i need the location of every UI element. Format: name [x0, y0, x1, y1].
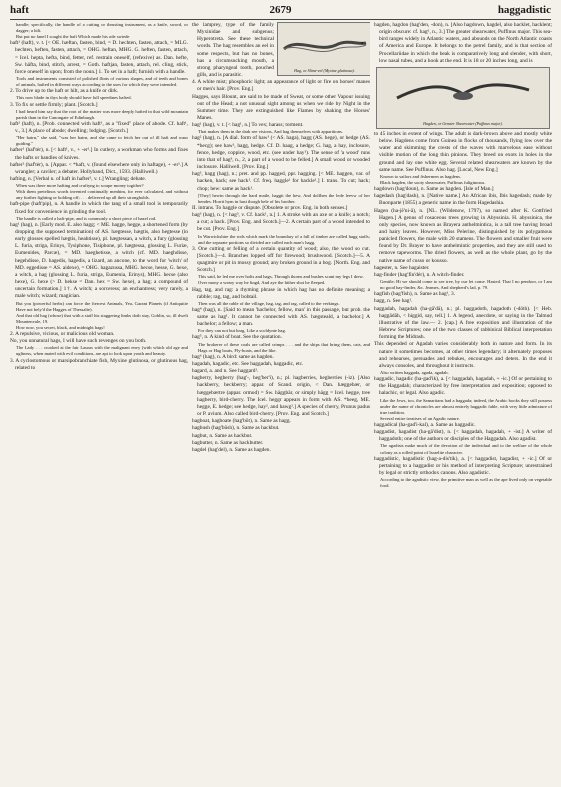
dictionary-entry: hag² (hag), n. [A dial. form of haw¹ (< AS. haga), hagg (AS. hege), or hedge (AS. *hecg); see haw¹, hagg, hedge. Cf. D. haag, a hedge; G. hag, a hay, inclosure, fence, hedge, coppice, wood, etc. (see under hay¹). The sense of 'a wood' runs into that of hag³, n., 2, a part of a wood to be felled.] A small wood or wooded inclosure. Halliwell. [Prov. Eng.]: [192, 135, 370, 171]
quotation: The agadists make much of the devotion of the individual and to the welfare of the whole colony as a rolled point of Israelite character.: [380, 443, 552, 455]
dictionary-entry: hafter¹ (haf'tėr), n. [< haft¹, v., + -er¹.] In cutlery, a workman who forms and fixes the hafts or handles of knives.: [10, 147, 188, 161]
quotation: Several entire treatises of an Agadic nature.: [380, 415, 460, 421]
quotation: The Lady . . . crooked at the fair Lauras with the malignant envy (with which old age and ugliness, when mated with evil conditions, are apt to look upon youth and beauty.: [16, 345, 188, 357]
figure-caption: Hag, or Slime-eel (Myxine glutinosa).: [294, 67, 355, 73]
dictionary-entry: hagester, n. See hagaister.: [374, 264, 430, 271]
dictionary-entry: hagdel (hag'del), n. Same as hagden.: [192, 446, 271, 453]
dictionary-entry: Hag, tag, and rag: a rhyming phrase in which hag has no definite meaning; a rabble; rag, tag, and bobtail.: [192, 286, 370, 300]
quotation: In Warwickshire the rods which mark the boundary of a fall of timber are called hagg staffs; and the separate portions so divided are called each man's hagg.: [198, 233, 370, 245]
dictionary-entry: haft² (haft), n. [Prob. connected with haft¹, as a "fixed" place of abode. Cf. haft¹, v., 3.] A place of abode; dwelling; lodging. [Scotch.]: [10, 120, 188, 134]
quotation: "Her bairn," she said, "was her bairn, and she came to fetch her out of ill haft and waur guiding.": [16, 135, 188, 147]
quotation: With them pretelinos words invented continually menhim, for ever calculated, and without any further fighting or holding off; . . . delivered up all their strongholds.: [16, 189, 188, 201]
dictionary-entry: This depended or Agadah varies considerably both in nature and form. In its nature it sometimes becomes, at other times legendary; it alternately proposes and rehearses, persuades and rebukes, encourages and deters. In the end it always consoles, and throughout it instructs.: [374, 341, 552, 369]
dictionary-entry: hagbutter, n. Same as hackbutter.: [192, 439, 264, 446]
dictionary-entry: to 45 inches in extent of wings. The adult is dark-brown above and mostly white below. Hagdens come from Guinea in flocks of thousands, flying low over the water and skimming the crests of the waves with marvelous ease without visible motion of the long thin pinions. They breed on exots in holes in the ground and lay one white egg. Several related shearwaters are known by the same name. See Puffinus. Also hag. [Local, New Eng.]: [374, 130, 552, 173]
dictionary-entry: haggadistic, hagadistic (hag-a-dis'tik), a. [< haggadist, hagadist, + -ic.] Of or pertaining to a haggadist or his method of interpreting Scripture; unrestrained by legal or strictly orthodox canons. Also agadistic.: [374, 455, 552, 476]
dictionary-entry: Hagges, says Blount, are said to be made of Sweat, or some other Vapour issuing out of the Head; a not unusual sight among us when we ride by Night in the Summer time. They are extinguished like Flames by shaking the Horses' Manes.: [192, 93, 370, 122]
dictionary-entry: haft-pipe (haft'pip), n. A handle in which the tang of a small tool is temporarily fixed for convenience in grinding the tool.: [10, 201, 188, 215]
quotation: Black hagden, the sooty shearwater, Puffinus fuliginosus.: [380, 179, 486, 185]
header-rule: [10, 19, 551, 20]
quotation: Tools and instruments consisted of polished flints of various shapes, and of teeth and bones of animals, hafted in different ways according to the uses for which they were intended.: [16, 76, 188, 88]
quotation: Gentile; Hi we should come to see tree, by our let come. Hasted. That I no pendoor, or I am no good hay-finder, &c. Jeames, And shepherd's lad, p. 79.: [380, 279, 552, 291]
dictionary-entry: haft¹ (haft), v. t. [< OE. hæftan, fasten, bind, = D. hechten, fasten, attach, = MLG. hechten, heften, fasten, attach, = OHG. heftan, MHG. G. heften, fasten, attach, = Icel. hepta, hefta, bind, fetter, ref. restrain oneself, (refexive) as. Dan. hefte, Sw. häfta, bind, stitch, arrest, = Goth. haftjan, fasten, attach, rel. cling, stick, force oneself in upon; from the noun.] 1. To set in a haft; furnish with a handle.: [10, 40, 188, 75]
dictionary-entry: hagedash (hag'dash), n. [Native name.] An African ibis, Ibis hagedash; made by Buonparte (1855) a generic name in the form Hagedashia.: [374, 193, 552, 207]
page-number: 2679: [269, 4, 292, 16]
dictionary-entry: hag⁶ (hag), n. A bird: same as hagden.: [192, 353, 274, 360]
dictionary-entry: 3. To fix or settle firmly; plant. [Scotch.]: [10, 101, 98, 108]
head-right-word: haggadistic: [497, 4, 551, 16]
quotation: And that old hag (whose) that with a staff his staggering limbs doth stay, Goblin, so, ill dwelt Mountenvale, 19.: [16, 312, 188, 324]
quotation: Over mony a weary way he lingd, And aye the hither shot he fleeped.: [198, 280, 326, 286]
quotation: Then was all the rable of the village, hag, tag, and rag, called to the verkings.: [198, 300, 340, 306]
dictionary-entry: hagden, hagdon (hag'den, -don), n. [Also hagdown, hagdel, also hacklet, hacklent; origin obscure: cf. hag⁶, n., 3.] The greater shearwater, Puffinus major. This sea-bird ranges widely in Atlantic waters, and abounds on the North Atlantic coasts of America and Europe. It belongs to the petrel family, and is that section of Procellariidae in which the beak is comparatively long and slender, with short, low nasal tubes, and a hook at the end. It is 18 or 20 inches long, and is: [374, 22, 552, 64]
dictionary-entry: haggadist, hagadist (ha-gā'dist), n. [< haggadah, hagadah, + -ist.] A writer of haggadoth; one of the authors or disciples of the Haggadah. Also agadist.: [374, 429, 552, 443]
quotation: I had heard him say that the root of the matter was more deeply hafted in that wild mountain parish than in the Canongate of Edinburgh.: [16, 108, 188, 120]
dictionary-entry: hagadah, hagadic, etc. See haggadah, haggadic, etc.: [192, 360, 304, 367]
column-3: [374, 22, 552, 782]
quotation: This now blade in thys body should have full speedines hafted.: [16, 95, 132, 101]
dictionary-entry: 3. A cyclostomous or marsipobranchiate fish, Myxine glutinosa, or glutinous hag, related to: [10, 357, 188, 371]
quotation: But you (powerful herbs) can force the fiercest Animals, Yea, Garant Planets (if Antiquitie Have not bely'd the Hagges of Thessalie).: [16, 300, 188, 312]
column-1: [10, 22, 188, 782]
quotation: Known to sailors and fishermen as hagdens.: [380, 173, 462, 179]
quotation: But put no fanel I sought the haft Which made his ode swiede: [16, 34, 130, 40]
eel-figure-icon: [278, 23, 370, 69]
quotation: According to the agadistic view, the primitive man as well as the ape lived only on vegetable food.: [380, 477, 552, 489]
dictionary-entry: 3. One cutting or felling of a certain quantity of wood; also, the wood so cut. [Scotch.]—4. Branches lopped off for firewood; brushwood. [Scotch.]—5. A quagmire or pit in mossy ground; any broken ground in a bog. [North. Eng. and Scotch.]: [192, 245, 370, 274]
quotation: [They] hewin through the hard maile, haggit the hew, And dolfhen the lede leevw of her hendes. Horrit hym in hast thorgh hele of his brother.: [198, 192, 370, 204]
quotation: handle; specifically, the handle of a cutting or thrusting instrument, as a knife, sword, or dagger; a hilt.: [16, 22, 188, 34]
dictionary-entry: hagbut, n. Same as hackbut.: [192, 432, 253, 439]
figure-caption: Hagden, or Greater Shearwater (Puffinus major).: [423, 120, 503, 126]
dictionary-entry: 2. A repulsive, vicious, or malicious old woman.: [10, 331, 115, 337]
bird-figure-icon: [377, 68, 549, 120]
quotation: When was there more hafting and cruftyng to scrape money togither?: [16, 183, 144, 189]
quotation: The brokerer of these coals are called crimps . . . and the ships that bring them, cats, and Hags or Hag boats, Fly-boats, and the like.: [198, 341, 370, 353]
dictionary-entry: haggadical (ha-gad'i-kal), a. Same as haggadic.: [374, 421, 476, 428]
dictionary-entry: hag³, hagg (hag), n.; pret. and pp. hagged, ppr. hagging. [< ME. haggen, var. of hacken, hack; see hack¹. Cf. freq. haggle¹ for hackle¹.] I. trans. To cut; hack; chop; hew: same as hack¹.: [192, 171, 370, 192]
dictionary-entry: hafter² (haf'tėr), n. [Appar. < *haft, v. (found elsewhere only in haftage), + -er¹.] A wrangler; a caviler; a debater. Hollyband, Dict., 1593. (Halliwell.): [10, 161, 188, 175]
dictionary-entry: haggadah, hagadah (ha-gä'dā), n.; pl. haggadoth, hagadoth (-dōth). [< Heb. haggādāh, < higgid, say, tell.] 1. A legend, anecdote, or saying in the Talmud illustrative of the law.— 2. [cap.] A free exposition and illustration of the Hebrew Scriptures; one of the two classes of rabbinical Biblical interpretation forming the Midrash.: [374, 305, 552, 341]
quotation: The handle is called a haft-pipe, and is commonly a short piece of hazel rod.: [16, 215, 157, 221]
dictionary-entry: 2. To drive up to the haft or hilt, as a knife or dirk.: [10, 88, 119, 95]
dictionary-entry: hag-finder (hag'fin'dėr), n. A witch-finder.: [374, 271, 465, 278]
dictionary-entry: hag⁵, n. A kind of boat. See the quotation.: [192, 334, 282, 341]
dictionary-entry: hag¹ (hag), n. [Early mod. E. also hagg; < ME. hagge, hegge, a shortened form (by dropping the supposed termination) of AS. hægtesse, hægtis, also hegtesse (in early glosses spelled hægtis, heahtisse), pl. hægtessan, a witch, a fury (glossing L. furia, striga, Erinys, Tysiphone, Tisiphone, pl. hægtessa, glossing L. Furiæ, Eumenides, Parcæ), = MD. haeghetisse, a witch (cf. MD. haeghdisse, hegehdisse, D. hagedis, hagedis, a lizard, an ancone, to the word for 'witch' of MD. eggedisse = AS. aidexe), = OHG. hagazussa, MHG. hecse, hesse, G. hexe, a witch, a hag (glossing L. furia, striga, Eumenia, Erinys), MHG. hecse (also hexe), G. hexe (> D. hekse = Dan. hex = Sw. hexe), a hag; a compound of uncertain formation.] 1†. A witch; a sorceress; an enchantress; very rarely, a male witch; wizard; magician.: [10, 221, 188, 300]
dictionary-entry: hagfish (hag'fish), n. Same as hag¹, 3.: [374, 291, 456, 298]
column-2: [192, 22, 370, 782]
head-left-word: haft: [10, 4, 29, 16]
dictionary-entry: hag¹ (hag), v. t. [< hag¹, n.] To vex; harass; torment.: [192, 122, 304, 129]
quotation: Like the Jews, too, the Samaritans had a haggada; indeed, the Arabic books they still possess under the name of chronicles are almost entirely haggadic fable, with very little admixture of true tradition.: [380, 397, 552, 415]
hagfish-illustration: [277, 22, 370, 76]
dictionary-entry: hagbush (hag'būsh), n. Same as hackbut.: [192, 425, 280, 432]
dictionary-entry: hagard, a. and n. See haggard¹.: [192, 368, 259, 375]
dictionary-entry: hag⁴ (hag), n. [Said to mean 'hachelor, fellow, man' in this passage, but prob. the same as hag¹. It cannot be connected with AS. hægsteald, a bachelor.] A bachelor; a fellow; a man.: [192, 306, 370, 328]
column-2-text: [192, 22, 370, 454]
dictionary-entry: haggadic, hagadic (ha-gad'ik), a. [< haggadah, hagadah, + -ic.] Of or pertaining to the Haggadah; characterized by free interpretation and exposition; opposed to halachic, or legal. Also agadic.: [374, 376, 552, 397]
dictionary-entry: hagboat, hagboate (hag'bōt), n. Same as hagg.: [192, 418, 291, 425]
dictionary-entry: II. intrans. To haggle or dispute. [Obsolete or prov. Eng. in both senses.]: [192, 204, 348, 211]
running-head: [10, 4, 551, 18]
quotation: How now, you secret, black, and midnight hags!: [16, 324, 105, 330]
dictionary-entry: the lamprey, type of the family Myxinidae and subgenus; Hyperotreta. See these technical words. The hag resembles an eel in some respects, but has no bones, has a circumsucking mouth, a strong pharyngeal tooth, pouched gills, and is parasitic.: [192, 22, 274, 79]
quotation: This said, he led me over holts and hags, Through thorns and bushes scant my legs I drew.: [198, 274, 364, 280]
dictionary-entry: hag³ (hag), n. [< hag³, v. Cf. hack¹, n.] 1. A stroke with an axe or a knife; a notch; a cut; a hack. [Prov. Eng. and Scotch.]—2. A certain part of a wood intended to be cut. [Prov. Eng.]: [192, 212, 370, 233]
dictionary-entry: No, you unnatural hags, I will have such revenges on you both.: [10, 338, 147, 345]
quotation: That makes them in the dark see visions, And hag themselves with apparitions.: [198, 129, 343, 135]
quotation: Also written haggada, agada, agadah.: [380, 370, 449, 375]
dictionary-entry: 4. A white mist; phosphoric light; an appearance of light or fire on horses' manes or men's hair. [Prov. Eng.]: [192, 79, 370, 93]
dictionary-entry: hagberry, hegberry (hag'-, heg'ber'i), n.; pl. hagberries, hegberries (-iz). [Also hackberry, heckberry; appar. of Scand. origin, < Dan. hæggebær, or hæggebærtre (appar. ormod) = Sw. häggbär, or simply hägg = Icel. hegge, tree hagberry, bird-cherry. The Icel. heggr appears in form with AS. *heeg, ME. hegge, E. hedge; see hedge, hay², and hawg².] A species of cherry, Prunus padus or P. avium. Also called bird-cherry. [Prov. Eng. and Scotch.]: [192, 375, 370, 418]
quotation: For they can not but brag, Like a scoldynte hag.: [198, 328, 286, 334]
dictionary-entry: hagdown (hag'doun), n. Same as hagden. [Isle of Man.]: [374, 186, 494, 193]
shearwater-illustration: [376, 67, 550, 129]
dictionary-entry: hagg, n. See hag¹.: [374, 298, 413, 305]
dictionary-entry: hafting, n. [Verbal n. of haft in hafter², v. t.] Wrangling; debate.: [10, 175, 146, 182]
dictionary-entry: Hagen (ha-jē'ni-ā), n. [NL. (Wildenow, 1797), so named after K. Gottfried Hagen.] A genus of rosaceous trees growing in Abyssinia. H. abyssinica, the only species, now known as Brayera anthelmintica, is a tall tree having broad and hairy leaves. However, Miss Pelerine, distinguished by its polygamous panicled flowers, the male with 20 stamens. The flowers and smaller fruit were found by Dr. Brayer to have anthelmintic properties, and they are still used to remove tapeworms. The dried flowers, as well as the whole plant, go by the native name of cusso or kousso.: [374, 207, 552, 264]
